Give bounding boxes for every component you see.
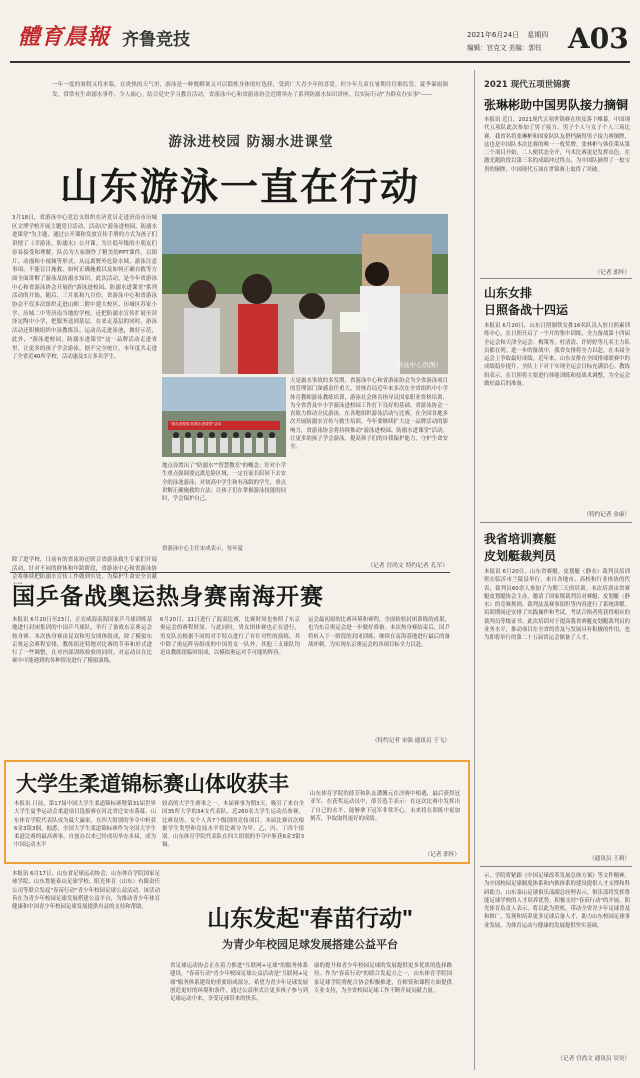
bottom-subheadline: 为青少年校园足球发展搭建公益平台 xyxy=(222,938,398,951)
lead-headline: 山东游泳一直在行动 xyxy=(59,167,420,209)
weekday-text: 星期四 xyxy=(527,31,549,39)
photo-children-art xyxy=(162,214,448,374)
r2-byline: （特约记者 金康） xyxy=(583,512,630,518)
judo-headline: 大学生柔道锦标赛山体收获丰 xyxy=(16,773,289,796)
judo-col3: 山东体育学院的薛芳和队友潘馨元在决赛中相遇，最后获得冠亚军。在获奖运动员中，薛芳选手表示：在这次比赛中发挥出了自己的水平，能够拿下冠军非常开心。未来将在训练中更加刻苦，争取取得更好的成绩。 xyxy=(310,791,460,822)
photo-group-art xyxy=(162,377,286,457)
bottom-col3: 康的提升和青少年校园足球的发展提供更多优质的选择路径。作为"春苗行动"的联合发起方之一，山东体育学院国家足球学院将配合协会积极推进，在师资和课程方面提供专业支持，为全省校园足球工作不断开展贡献力量。 xyxy=(314,963,452,994)
pingpong-headline: 国乒备战奥运热身赛南海开赛 xyxy=(12,583,324,609)
r3-byline: （通讯员 王莉） xyxy=(589,856,630,862)
lead-kicker: 游泳进校园 防溺水进课堂 xyxy=(168,134,334,150)
r2-headline: 日照备战十四运 xyxy=(484,303,569,317)
masthead-rule xyxy=(10,61,630,63)
judo-col2: 较高的大学生赛事之一。本届赛事为期3天，吸引了来自全国35所大学的34支代表队、近260名大学生运动员参赛，比赛设男、女个人各7个级别的竞技项目。本届比赛首次根据学生类型和竞技水平将比赛分为甲、乙、丙、丁四个组别。山东体育学院代表队在四大组别的争夺中斩获6金3银3铜。 xyxy=(162,801,304,849)
r2-rule xyxy=(480,522,632,523)
lead-col3: 天是溺水事故的多发期，省游泳中心和省游泳协会为全省游泳项目的管理部门深感责任重大。省体育局近年来多次在全省组织中小学体育教师游泳教练培训，游泳社会体育指导员国家职业资格培训，为全省普及中小学游泳进校园工作打下良好的基础。省游泳协会一直致力推动全民游泳，在各地组织游泳活动与比赛，在全国各地多次开展防溺水宣传与救生培训，今年要继续扩大这一品牌活动的影响力，省游泳协会将持续推动"游泳进校园、防溺水进课堂"活动，让更多的孩子学会游泳，提高孩子们的自我保护能力，守护生命安全。 xyxy=(290,378,448,451)
photo1-caption: （游泳中心供图） xyxy=(390,361,442,369)
pingpong-col3: 运会最初拟的比赛环境和赛程，全面检验封闭训练的成果，也为东京奥运会进一步做好准备。本次热身赛结束后，国乒将转入下一阶段的封闭训练，继续在南海基地进行最后的备战冲刺，为实现东京奥运会的各项目标全力以赴。 xyxy=(308,617,450,648)
lead-bottom-rule xyxy=(10,572,450,573)
lead-col2b: 省游泳中心主任宋成表示，每年夏 xyxy=(162,546,243,552)
r3-headline: 皮划艇裁判员 xyxy=(484,549,557,563)
r3-rule xyxy=(480,866,632,867)
r4-body: 示，学院将紧跟《中国足球改革发展总体方案》等文件精神，为中国校园足球制度体系和内推体系的建设提供人才支撑和科研助力。山东泰山足球俱乐部副总经理表示，俱乐部将发挥鲁能足球学校的人才培养优势，积极支持"春苗行动"的开展。阳光体育负责人表示，将以此为契机，带动全省青少年足球普及和推广，发现和培养更多足球后备人才，助力山东校园足球事业发展，为体育运动与健康的发展提供坚实基础。 xyxy=(484,873,630,929)
r1-body: 本报讯 近日，2021现代五项世锦赛在埃及落下帷幕。中国现代五项队此次参加了男子接力、男子个人与女子个人三场比赛。我省名将张琳彬和国家队队友搭档摘得男子接力赛铜牌，这也是中国队本次比赛的唯一一枚奖牌。张林彬与韩佳策从第二个项目开始，二人便状态全开，马术比赛更是发挥出色，在激光跑阶段以第三名的成绩冲过终点，为中国队摘得了一枚宝贵的铜牌，中国现代五项在世锦赛上取得了突破。 xyxy=(484,117,630,173)
r2-body: 本报讯 6月20日，山东日照制铁女排16名队员入驻日照素训练中心，在日照开启了一个月的集中训练，全力备战第十四届全运会和天津全运会。梅策等，杜清清、许婷婷等几名主力队员都在列。进一步的备战中，我省女排将全力以赴，在本届全运会上争取最好成绩。近年来，山东女排在全国排球联赛中的成绩稳步提升，全队上下对于实现全运会目标充满信心。教练组表示，在日照将主要进行体能训练和技战术调整，为全运会做好最后的准备。 xyxy=(484,323,630,388)
lead-byline: （记者 宫尚文 特约记者 孔军） xyxy=(367,563,448,569)
masthead-logo: 體育晨報 xyxy=(18,24,111,50)
photo2-banner: "游泳进校园 防溺水进课堂"活动 xyxy=(170,422,222,426)
lead-photo-group xyxy=(162,377,286,457)
r3-kicker: 我省培训赛艇 xyxy=(484,532,557,546)
issue-date xyxy=(467,30,548,40)
r1-rule xyxy=(480,278,632,279)
lead-col2: 地点设置出了"防溺水""智慧教室"的概念；针对小学生重点强调要远离危险区域，一定在家长陪同下去安全的泳池游泳；对初高中学生和有泳龄的学生，重点讲解正确施救的方法；让孩子们在掌握游泳技能的同时，学会保护自己。 xyxy=(162,463,286,503)
r3-body: 本报讯 6月20日，山东省赛艇、皮划艇（静水）裁判员培训班在临沂市兰陵县举行，来自各地市、高校和行业体协的代表，裁判员60余人参加了为期三天的培训。本次培训由省赛艇皮划艇协会主办，邀请了国家级裁判员对赛艇、皮划艇（静水）的竞赛规则、裁判法及赛事组织等内容进行了系统讲解。培训期间还安排了实践操作和考试，考试合格者将获得相应的裁判员等级证书。此次培训对于提高我省赛艇皮划艇裁判员的业务水平，推动项目在全省的普及与发展具有积极的作用，也为即将举行的第二十五届省运会储备了人才。 xyxy=(484,569,630,642)
bottom-headline: 山东发起"春苗行动" xyxy=(207,905,413,931)
section-title: 齐鲁竞技 xyxy=(122,30,190,49)
pingpong-col1: 本报讯 6月20日至23日，正在威海南海国家乒乓球训练基地进行封闭集训的中国乒乓球队，举行了备战东京奥运会热身赛。本次热身赛由昆双和男女团体组成，除了模拟东京奥运会赛程安排，教练组还特地对比赛的节奏和形式进行了一些调整，在对内部训练检验的同时，对运动员在比赛中可能遇到的各种情况进行了模拟演练。 xyxy=(12,617,152,665)
pingpong-col2: 6月20日、21日进行了混双比赛，比赛时间也参照了东京奥运会的赛程时间。与此同时，男女团体赛也正在进行，男女队员根据不同的对手特点进行了有针对性的演练。其中除了奥运阵容组成的中国男女一队外，其他三支球队均是由教练组临时组成，以模拟奥运对手可能的阵容。 xyxy=(160,617,300,657)
date-text: 2021年6月24日 xyxy=(467,31,520,39)
bottom-col2: 省足球运动协会正在着力推进"互联网+足球"的服务体系建设，"春苗行动"青少年校园足球公益活动是"互联网+足球"服务体系建设的重要组成部分，希望为青少年足球发展创造更好的环境和条件，通过公益形式让更多孩子参与到足球运动中来，享受足球带来的快乐。 xyxy=(170,963,308,1003)
r4-byline: （记者 宫尚文 通讯员 吴昊） xyxy=(557,1056,630,1062)
masthead xyxy=(0,0,640,64)
judo-article-frame xyxy=(4,760,470,864)
page-number: A03 xyxy=(568,22,629,55)
judo-byline: （记者 郭怀） xyxy=(424,852,460,858)
lead-col1: 3月18日，省游泳中心党总支组织在济党员走进济南市历城区文博学校开展主题党日活动，活动以"游泳进校园，防溺水进课堂"为主题，通过公开课和发放宣传手册的方式为孩子们讲授了《幸游泳，防溺水》公开课。为让低年级的小朋友们容易接受和理解，队员为大家制作了精美的PPT课件，以图片、动漫和小视频等形式，从远离野外危险水域、游泳注意事项、不能盲目施救、如何正确施救以及如何正确自救等方面全面讲解了游泳及防溺水知识。此次活动，是今年省游泳中心和省游泳协会开展的"游泳进校园、防溺水进课堂"系列活动的开始。随后，三月底和九月份，省游泳中心和省游泳协会不仅多次组织走进山师二附中建大校区、历城区苏家小学、历城二中等济南当地的学校，还把防溺水宣传扩展至菏泽定陶中小学，把服务送到基层。在来走基层的同时，游泳活动还积极组织中泳教练员、运动员走进泳池，做好示范，此外，"游泳进校园，防溺水进课堂"这一品牌活动走进省里，让更多的孩子学会游泳。据不完全统计，本年度共走进了全省近40所学校，活动惠及3万多名学生。 xyxy=(12,215,157,361)
right-column-rule xyxy=(474,70,475,1070)
lead-col1b: 除了进学校，日前有的省泳协还联合省游泳救生专家们开展活动，针对不同的群体和年龄阶段，省游泳中心和省游泳协会将继续把防溺水宣传工作做到实处，为保护生命安全贡献 xyxy=(12,557,157,581)
bottom-col1: 本报讯 6月17日，山东省足球运动协会、山东体育学院国家足球学院、山东鲁能泰山足球学校、阳光体育（山东）有限责任公司等联合发起"春苗行动"青少年校园足球公益活动。该活动旨在为青少年校园足球发展搭建公益平台，为推动青少年体育健康和中国青少年校园足球发展提供有益的支持和帮助。 xyxy=(12,871,160,911)
lead-photo-children xyxy=(162,214,448,374)
pingpong-byline: （特约记者 宋强 通讯员 于飞） xyxy=(371,738,450,744)
r1-byline: （记者 郭怀） xyxy=(594,270,630,276)
r1-headline: 张琳彬助中国男队接力摘铜 xyxy=(484,98,629,112)
editors-credit: 编辑：宫克文 美编：郭钰 xyxy=(467,44,542,52)
lead-intro: 一年一度的暑假又将来临，在炎热的天气里，游泳是一种既解暑又可以锻炼身体的好选择，受到广大青少年的喜爱。但少年儿童在暑期往往难监管，夏季暴雨频发，常常有生命溺水事件，令人痛心。结合党史学习教育活动，省游泳中心和省游泳协会近期举办了系列防溺水知识讲座，以实际行动"为群众办实事"—— xyxy=(52,82,448,98)
r2-kicker: 山东女排 xyxy=(484,286,533,300)
r1-kicker: 2021 现代五项世锦赛 xyxy=(484,80,571,90)
judo-col1: 本报讯 日前，第17届中国大学生柔道锦标赛暨第31届世界大学生夏季运动会柔道项目选拔赛在河北省迁安市落幕。山东体育学院代表队成为最大赢家，在四大组别的争夺中斩获6金3银3铜。据悉，全国大学生柔道锦标赛作为全国大学生柔道比赛的最高赛事，自创办以来已经成功举办多届，成为中国运动水平 xyxy=(14,801,156,849)
